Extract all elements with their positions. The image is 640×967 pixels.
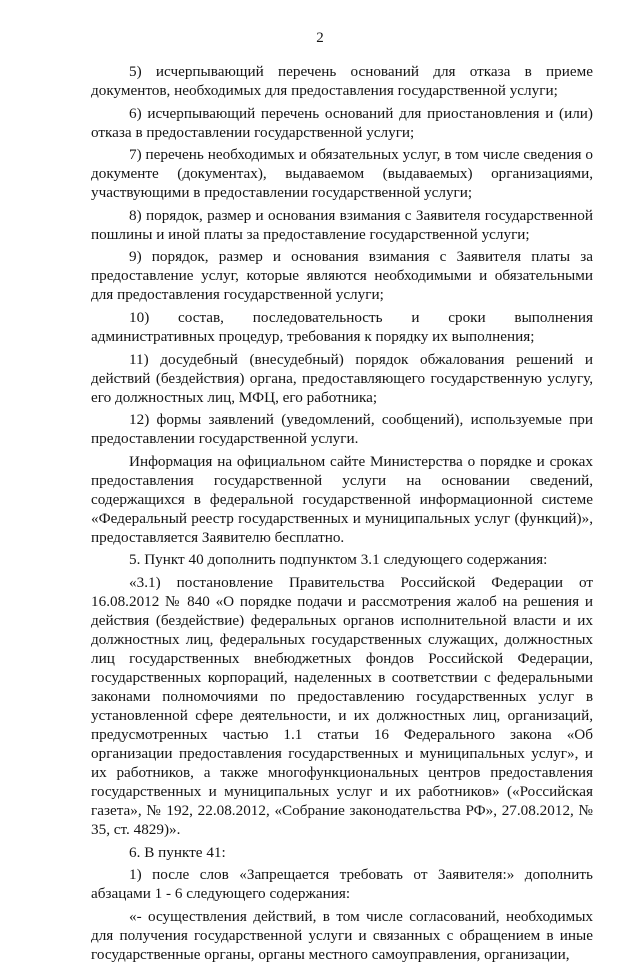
page-number: 2: [316, 30, 324, 46]
document-body: [91, 62, 593, 967]
paragraph-information: Информация на официальном сайте Министерства о порядке и сроках предоставления государственной услуги на основании сведений, содержащихся в федеральной государственной информационной системе «Федеральный реестр государственных и муниципальных услуг (функций)», предоставляется Заявителю бесплатно.: [91, 452, 593, 546]
paragraph-item-8: 8) порядок, размер и основания взимания с Заявителя государственной пошлины и иной платы за предоставление государственной услуги;: [91, 206, 593, 243]
paragraph-item-12: 12) формы заявлений (уведомлений, сообщений), используемые при предоставлении государственной услуги.: [91, 411, 593, 448]
paragraph-item-5: 5) исчерпывающий перечень оснований для отказа в приеме документов, необходимых для предоставления государственной услуги;: [91, 63, 593, 99]
paragraph-subpoint-3-1: «3.1) постановление Правительства Российской Федерации от 16.08.2012 № 840 «О порядке подачи и рассмотрения жалоб на решения и действия (бездействие) федеральных органов исполнительной власти и их должностных лиц, федеральных государственных служащих, должностных лиц государственных внебюджетных фондов Российской Федерации, государственных корпораций, наделенных в соответствии с федеральными законами полномочиями по предоставлению государственных услуг в установленной сфере деятельности, и их должностных лиц, организаций, предусмотренных частью 1.1 статьи 16 Федерального закона «Об организации предоставления государственных и муниципальных услуг», и их работников, а также многофункциональных центров предоставления государственных и муниципальных услуг и их работников» («Российская газета», № 192, 22.08.2012, «Собрание законодательства РФ», 27.08.2012, № 35, ст. 4829)».: [91, 573, 593, 838]
paragraph-quoted-addition: «- осуществления действий, в том числе согласований, необходимых для получения государственной услуги и связанных с обращением в иные государственные органы, органы местного самоуправления, организации,: [91, 907, 593, 963]
paragraph-item-6: 6) исчерпывающий перечень оснований для приостановления и (или) отказа в предоставлении государственной услуги;: [91, 104, 593, 141]
paragraph-point-6: 6. В пункте 41:: [129, 843, 226, 861]
paragraph-item-10: 10) состав, последовательность и сроки выполнения административных процедур, требования к порядку их выполнения;: [91, 308, 593, 345]
paragraph-point-6-item-1: 1) после слов «Запрещается требовать от Заявителя:» дополнить абзацами 1 - 6 следующего содержания:: [91, 866, 593, 903]
paragraph-point-5: 5. Пункт 40 дополнить подпунктом 3.1 следующего содержания:: [129, 551, 548, 569]
paragraph-item-11: 11) досудебный (внесудебный) порядок обжалования решений и действий (бездействия) органа, предоставляющего государственную услугу, его должностных лиц, МФЦ, его работника;: [91, 350, 593, 406]
paragraph-item-7: 7) перечень необходимых и обязательных услуг, в том числе сведения о документе (документах), выдаваемом (выдаваемых) организациями, участвующими в предоставлении государственной услуги;: [91, 146, 593, 202]
paragraph-item-9: 9) порядок, размер и основания взимания с Заявителя платы за предоставление услуг, которые являются необходимыми и обязательными для предоставления государственной услуги;: [91, 248, 593, 304]
